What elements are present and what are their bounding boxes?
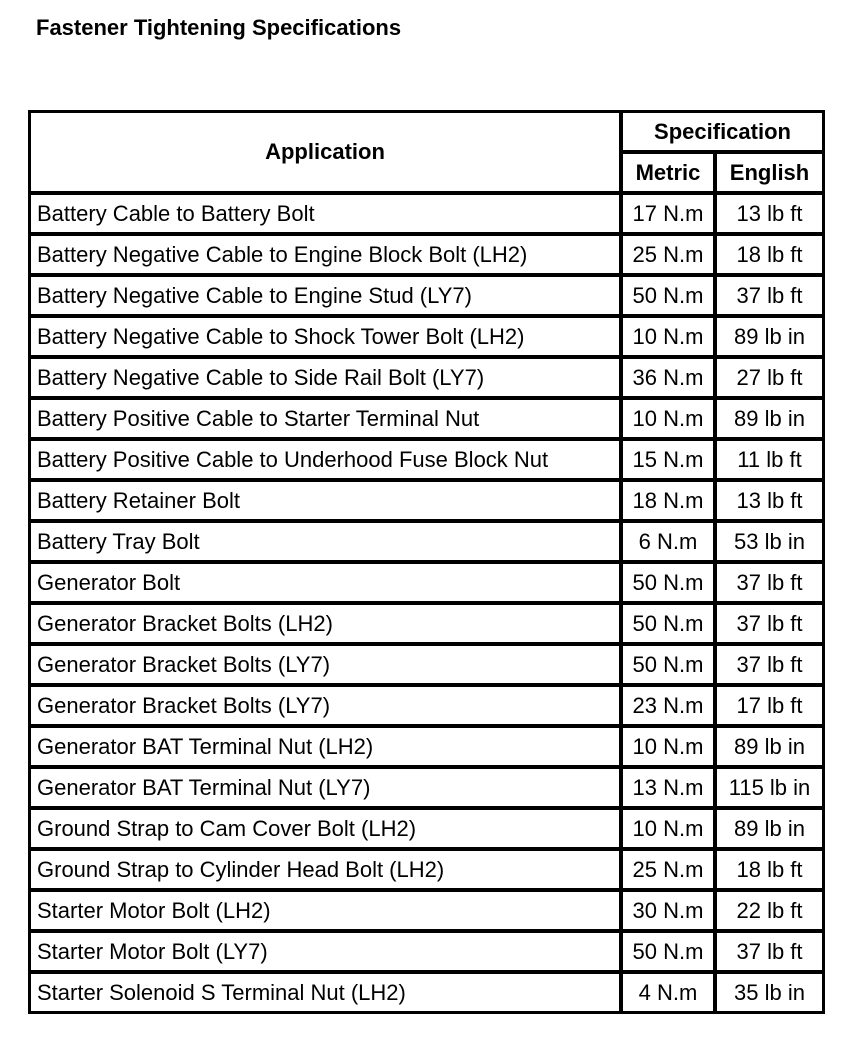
metric-cell: 50 N.m bbox=[623, 277, 717, 318]
english-cell: 13 lb ft bbox=[717, 482, 822, 523]
metric-cell: 10 N.m bbox=[623, 318, 717, 359]
english-cell: 35 lb in bbox=[734, 980, 805, 1005]
table-row bbox=[31, 769, 822, 810]
english-cell: 37 lb ft bbox=[717, 646, 822, 687]
application-cell: Battery Negative Cable to Side Rail Bolt (LY7) bbox=[31, 359, 623, 400]
english-cell: 17 lb ft bbox=[717, 687, 822, 728]
english-cell: 37 lb ft bbox=[717, 605, 822, 646]
metric-cell: 50 N.m bbox=[623, 605, 717, 646]
english-cell: 115 lb in bbox=[717, 769, 822, 810]
table-row bbox=[31, 195, 822, 236]
metric-cell: 50 N.m bbox=[623, 646, 717, 687]
metric-cell: 23 N.m bbox=[623, 687, 717, 728]
table-row bbox=[31, 974, 822, 1011]
metric-cell: 4 N.m bbox=[623, 974, 717, 1011]
table-row bbox=[31, 400, 822, 441]
metric-cell: 17 N.m bbox=[623, 195, 717, 236]
application-cell: Generator Bracket Bolts (LY7) bbox=[31, 646, 623, 687]
english-cell: 89 lb in bbox=[717, 400, 822, 441]
table-row bbox=[31, 687, 822, 728]
table-row bbox=[31, 646, 822, 687]
page-title: Fastener Tightening Specifications bbox=[36, 15, 402, 40]
header-metric: Metric bbox=[623, 154, 717, 195]
table-row bbox=[31, 236, 822, 277]
english-cell: 89 lb in bbox=[717, 728, 822, 769]
english-cell: 11 lb ft bbox=[717, 441, 822, 482]
english-cell: 89 lb in bbox=[717, 318, 822, 359]
application-cell: Generator Bracket Bolts (LH2) bbox=[31, 605, 623, 646]
metric-cell: 15 N.m bbox=[623, 441, 717, 482]
english-cell: 89 lb in bbox=[717, 810, 822, 851]
metric-cell: 25 N.m bbox=[623, 851, 717, 892]
application-cell: Starter Solenoid S Terminal Nut (LH2) bbox=[31, 974, 623, 1011]
application-cell: Battery Positive Cable to Underhood Fuse Block Nut bbox=[31, 441, 623, 482]
metric-cell: 10 N.m bbox=[623, 400, 717, 441]
table-row bbox=[31, 810, 822, 851]
english-cell: 53 lb in bbox=[717, 523, 822, 564]
header-english: English bbox=[717, 154, 822, 195]
table-row bbox=[31, 892, 822, 933]
metric-cell: 36 N.m bbox=[623, 359, 717, 400]
metric-cell: 50 N.m bbox=[623, 564, 717, 605]
table-row bbox=[31, 318, 822, 359]
table-row bbox=[31, 441, 822, 482]
application-cell: Ground Strap to Cam Cover Bolt (LH2) bbox=[31, 810, 623, 851]
application-cell: Battery Negative Cable to Engine Block Bolt (LH2) bbox=[31, 236, 623, 277]
table-row bbox=[31, 851, 822, 892]
english-cell: 37 lb ft bbox=[717, 277, 822, 318]
application-cell: Battery Positive Cable to Starter Terminal Nut bbox=[31, 400, 623, 441]
application-cell: Battery Retainer Bolt bbox=[31, 482, 623, 523]
header-application: Application bbox=[31, 113, 623, 195]
metric-cell: 50 N.m bbox=[623, 933, 717, 974]
table-row bbox=[31, 605, 822, 646]
application-cell: Generator BAT Terminal Nut (LH2) bbox=[31, 728, 623, 769]
english-cell: 37 lb ft bbox=[717, 933, 822, 974]
metric-cell: 25 N.m bbox=[623, 236, 717, 277]
table-row bbox=[31, 277, 822, 318]
metric-cell: 10 N.m bbox=[623, 810, 717, 851]
table-row bbox=[31, 523, 822, 564]
metric-cell: 18 N.m bbox=[623, 482, 717, 523]
application-cell: Battery Cable to Battery Bolt bbox=[31, 195, 623, 236]
application-cell: Ground Strap to Cylinder Head Bolt (LH2) bbox=[31, 851, 623, 892]
english-cell: 13 lb ft bbox=[717, 195, 822, 236]
english-cell: 22 lb ft bbox=[717, 892, 822, 933]
application-cell: Starter Motor Bolt (LH2) bbox=[31, 892, 623, 933]
metric-cell: 30 N.m bbox=[623, 892, 717, 933]
table-row bbox=[31, 564, 822, 605]
english-cell: 37 lb ft bbox=[717, 564, 822, 605]
table-row bbox=[31, 933, 822, 974]
application-cell: Battery Tray Bolt bbox=[31, 523, 623, 564]
table-body bbox=[31, 195, 822, 1011]
table-row bbox=[31, 728, 822, 769]
application-cell: Starter Motor Bolt (LY7) bbox=[31, 933, 623, 974]
metric-cell: 6 N.m bbox=[623, 523, 717, 564]
application-cell: Generator BAT Terminal Nut (LY7) bbox=[31, 769, 623, 810]
metric-cell: 10 N.m bbox=[623, 728, 717, 769]
english-cell: 27 lb ft bbox=[717, 359, 822, 400]
metric-cell: 13 N.m bbox=[623, 769, 717, 810]
english-cell: 18 lb ft bbox=[717, 851, 822, 892]
application-cell: Battery Negative Cable to Engine Stud (LY7) bbox=[31, 277, 623, 318]
table-row bbox=[31, 359, 822, 400]
table-row bbox=[31, 482, 822, 523]
application-cell: Battery Negative Cable to Shock Tower Bolt (LH2) bbox=[31, 318, 623, 359]
english-cell: 18 lb ft bbox=[717, 236, 822, 277]
application-cell: Generator Bracket Bolts (LY7) bbox=[31, 687, 623, 728]
fastener-spec-table bbox=[28, 110, 825, 1014]
application-cell: Generator Bolt bbox=[31, 564, 623, 605]
header-row bbox=[31, 113, 822, 154]
header-specification: Specification bbox=[623, 113, 822, 154]
